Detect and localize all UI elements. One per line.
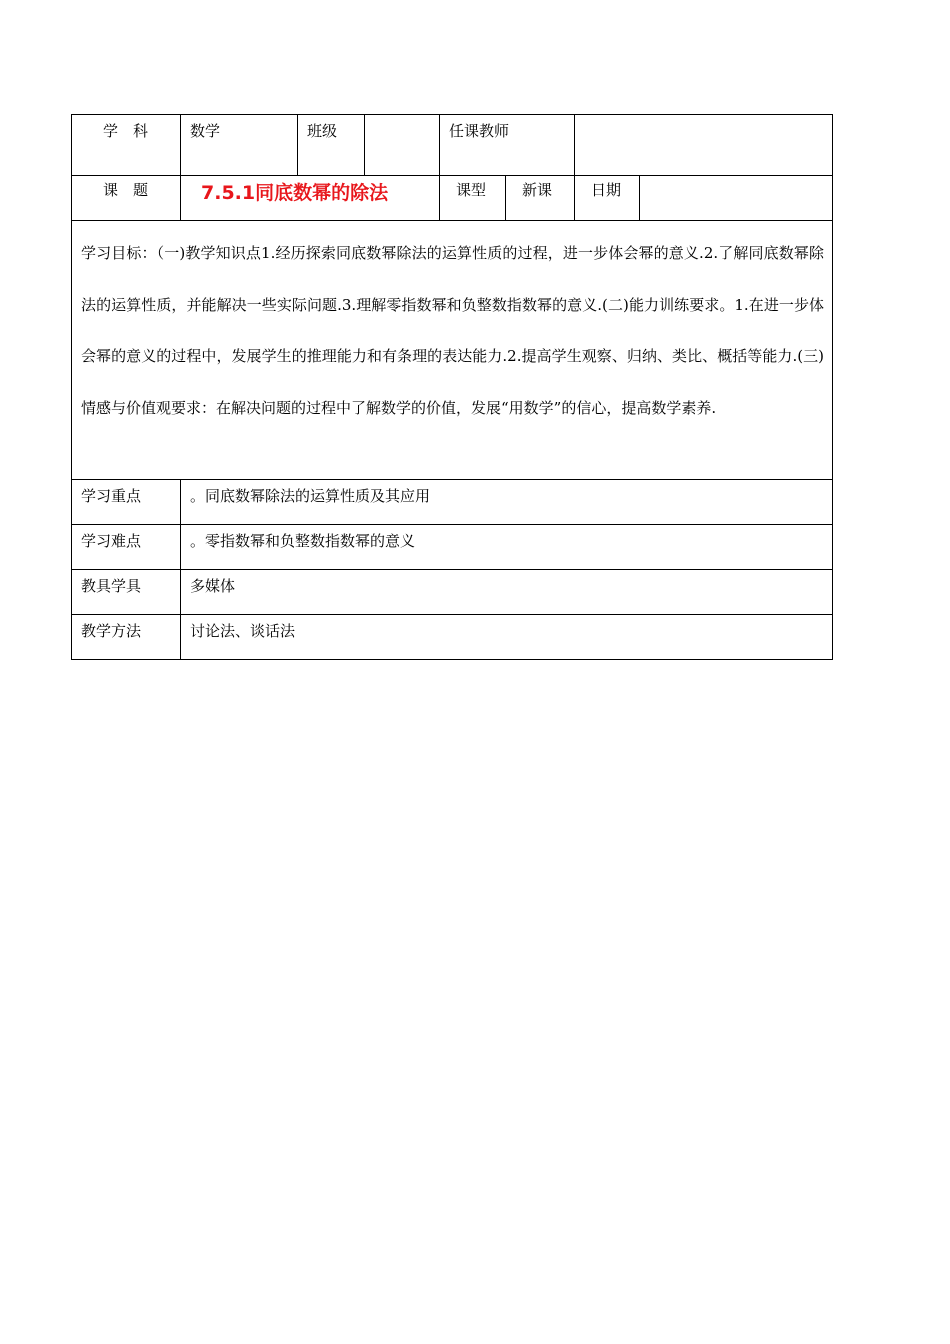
info-value-cell xyxy=(181,480,833,525)
objectives-row xyxy=(72,221,833,480)
info-label: 教学方法 xyxy=(81,622,142,640)
info-row-teaching-aids xyxy=(72,570,833,615)
type-label: 课型 xyxy=(456,181,487,199)
teacher-label-cell xyxy=(440,115,575,176)
info-label: 学习重点 xyxy=(81,487,142,505)
info-label-cell xyxy=(72,570,181,615)
info-label: 学习难点 xyxy=(81,532,142,550)
topic-value-cell xyxy=(181,176,440,221)
date-value xyxy=(640,176,832,180)
info-row-teaching-methods xyxy=(72,615,833,660)
info-value: 多媒体 xyxy=(190,577,236,595)
date-value-cell xyxy=(640,176,833,221)
info-value: 讨论法、谈话法 xyxy=(190,622,296,640)
info-row-key-points xyxy=(72,480,833,525)
info-label-cell xyxy=(72,525,181,570)
type-value-cell xyxy=(506,176,575,221)
teacher-label: 任课教师 xyxy=(449,122,510,140)
lesson-plan-table xyxy=(71,114,833,660)
info-row-difficulties xyxy=(72,525,833,570)
class-label-cell xyxy=(298,115,365,176)
topic-label: 课 题 xyxy=(103,181,149,199)
class-label: 班级 xyxy=(307,122,338,140)
info-label-cell xyxy=(72,480,181,525)
info-value: 。零指数幂和负整数指数幂的意义 xyxy=(190,532,416,550)
info-label-cell xyxy=(72,615,181,660)
type-label-cell xyxy=(440,176,506,221)
info-value: 。同底数幂除法的运算性质及其应用 xyxy=(190,487,431,505)
objectives-cell xyxy=(72,221,833,480)
teacher-value xyxy=(575,115,832,121)
subject-value: 数学 xyxy=(190,122,221,140)
header-row xyxy=(72,115,833,176)
info-label: 教具学具 xyxy=(81,577,142,595)
class-value xyxy=(365,115,439,121)
info-value-cell xyxy=(181,525,833,570)
info-value-cell xyxy=(181,615,833,660)
teacher-value-cell xyxy=(575,115,833,176)
topic-label-cell xyxy=(72,176,181,221)
class-value-cell xyxy=(365,115,440,176)
topic-row xyxy=(72,176,833,221)
subject-label-cell xyxy=(72,115,181,176)
lesson-title: 7.5.1同底数幂的除法 xyxy=(201,182,389,204)
subject-value-cell xyxy=(181,115,298,176)
date-label-cell xyxy=(575,176,640,221)
type-value: 新课 xyxy=(522,181,553,199)
info-value-cell xyxy=(181,570,833,615)
subject-label: 学 科 xyxy=(103,122,149,140)
date-label: 日期 xyxy=(591,181,622,199)
objectives-text: 学习目标：（一)教学知识点1.经历探索同底数幂除法的运算性质的过程，进一步体会幂的意义.2.了解同底数幂除法的运算性质，并能解决一些实际问题.3.理解零指数幂和负整数指数幂的意义.(二)能力训练要求。1.在进一步体会幂的意义的过程中，发展学生的推理能力和有条理的表达能力.2.提高学生观察、归纳、类比、概括等能力.(三)情感与价值观要求：在解决问题的过程中了解数学的价值，发展“用数学”的信心，提高数学素养. xyxy=(81,244,825,417)
